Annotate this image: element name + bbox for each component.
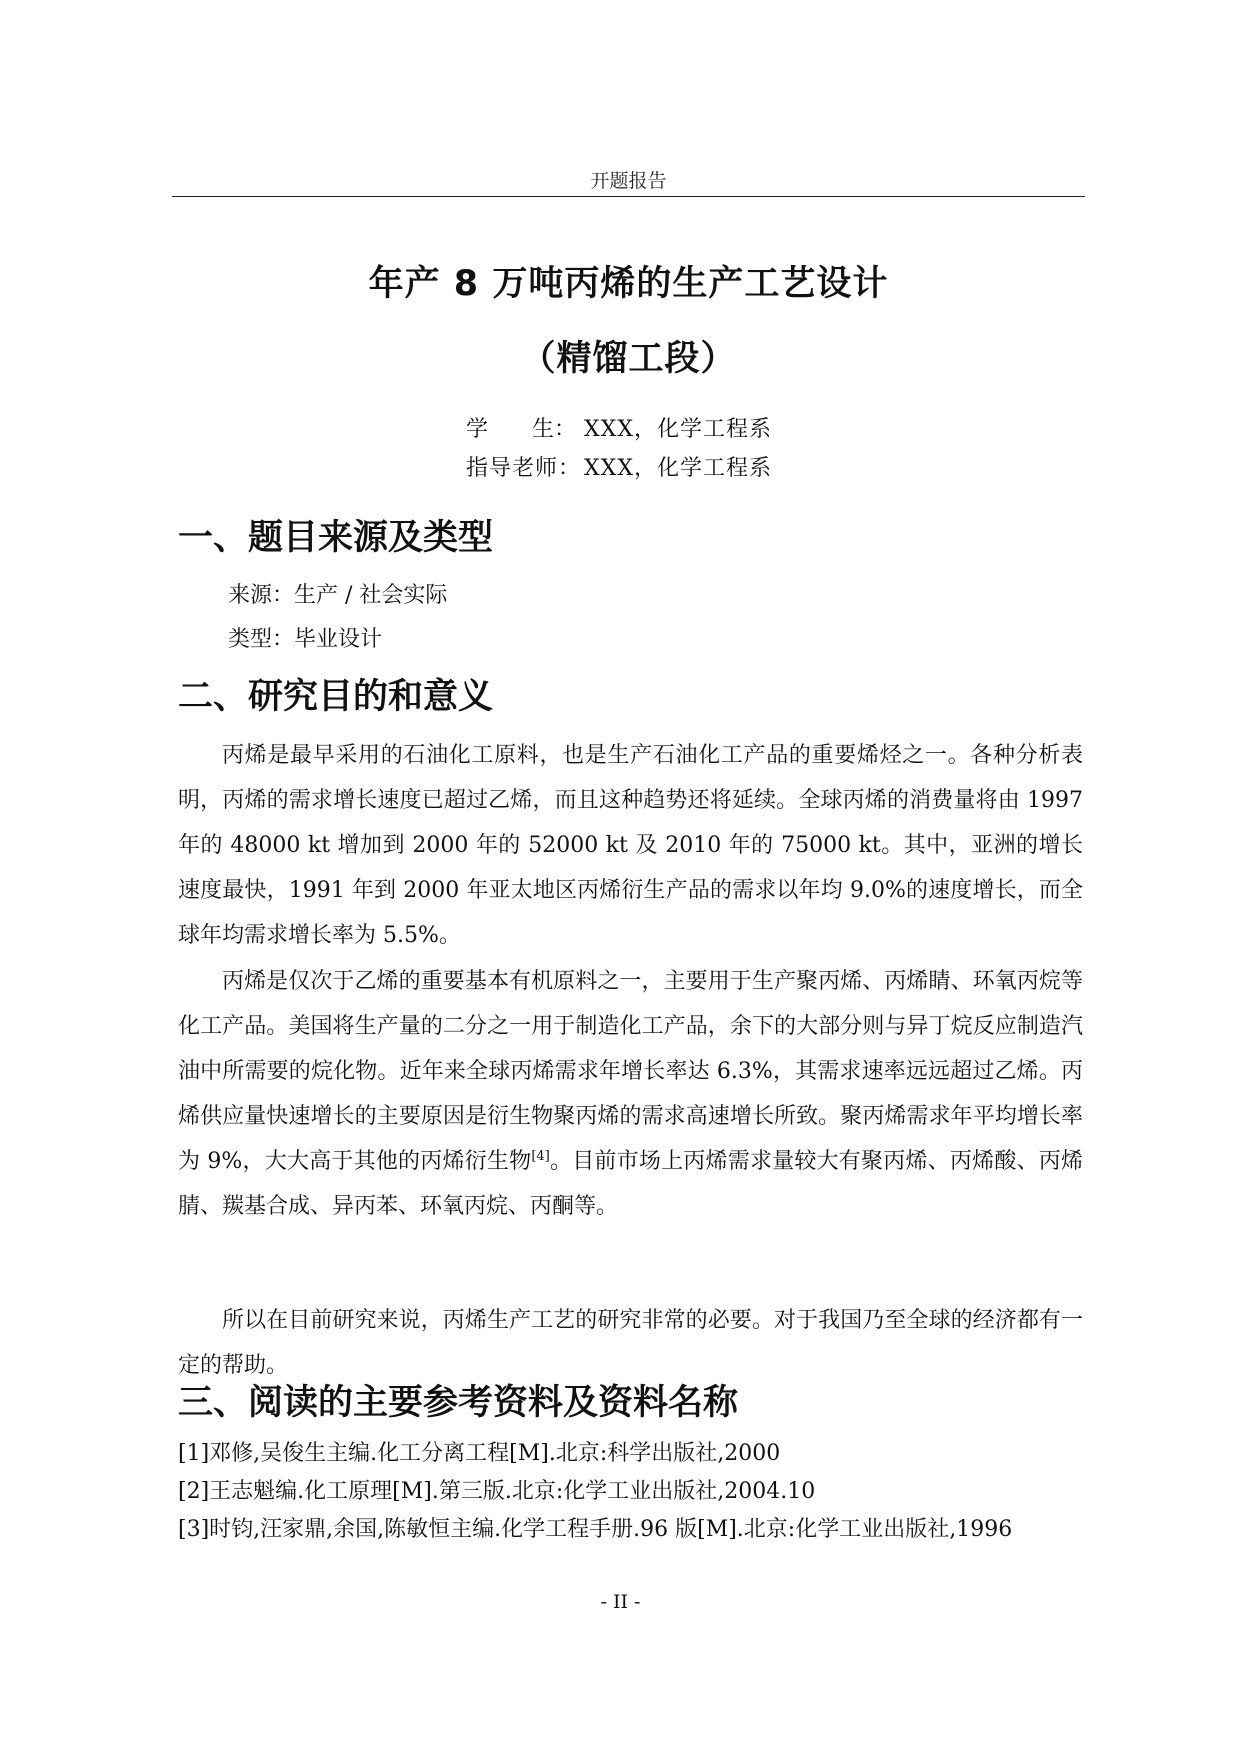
paragraph-2-tail: 。目前市场上丙烯需求量较大有聚丙烯、丙烯酸、丙烯腈、羰基合成、异丙苯、环氧丙烷、丙酮等。 bbox=[178, 1149, 1083, 1219]
section-heading-source: 一、题目来源及类型 bbox=[178, 518, 494, 558]
paragraph-2 bbox=[178, 959, 1083, 1229]
advisor-line bbox=[466, 451, 772, 482]
student-value: XXX，化学工程系 bbox=[584, 417, 772, 442]
reference-item: [1]邓修,吴俊生主编.化工分离工程[M].北京:科学出版社,2000 bbox=[178, 1441, 781, 1466]
document-title: 年产 8 万吨丙烯的生产工艺设计 bbox=[368, 264, 889, 304]
citation-ref: [4] bbox=[531, 1149, 550, 1164]
paragraph-2-text: 丙烯是仅次于乙烯的重要基本有机原料之一，主要用于生产聚丙烯、丙烯睛、环氧丙烷等化工产品。美国将生产量的二分之一用于制造化工产品，余下的大部分则与异丁烷反应制造汽油中所需要的烷化物。近年来全球丙烯需求年增长率达 6.3%，其需求速率远远超过乙烯。丙烯供应量快速增长的主要原因是衍生物聚丙烯的需求高速增长所致。聚丙烯需求年平均增长率为 9%，大大高于其他的丙烯衍生物 bbox=[178, 969, 1083, 1174]
topic-type: 类型：毕业设计 bbox=[228, 627, 383, 652]
paragraph-3: 所以在目前研究来说，丙烯生产工艺的研究非常的必要。对于我国乃至全球的经济都有一定的帮助。 bbox=[178, 1308, 1083, 1378]
student-line bbox=[466, 412, 772, 443]
advisor-label: 指导老师： bbox=[466, 456, 582, 481]
paragraph-1: 丙烯是最早采用的石油化工原料，也是生产石油化工产品的重要烯烃之一。各种分析表明，丙烯的需求增长速度已超过乙烯，而且这种趋势还将延续。全球丙烯的消费量将由 1997 年的 48000 kt 增加到 2000 年的 52000 kt 及 2010 年的 75000 kt。其中，亚洲的增长速度最快，1991 年到 2000 年亚太地区丙烯衍生产品的需求以年均 9.0%的速度增长，而全球年均需求增长率为 5.5%。 bbox=[178, 743, 1083, 948]
document-subtitle: （精馏工段） bbox=[520, 339, 737, 379]
section-heading-references: 三、阅读的主要参考资料及资料名称 bbox=[178, 1383, 739, 1423]
reference-item: [3]时钧,汪家鼎,余国,陈敏恒主编.化学工程手册.96 版[M].北京:化学工业出版社,1996 bbox=[178, 1517, 1013, 1542]
reference-list bbox=[178, 1435, 1012, 1549]
running-header: 开题报告 bbox=[590, 170, 667, 192]
header-rule bbox=[172, 196, 1085, 197]
advisor-value: XXX，化学工程系 bbox=[584, 456, 772, 481]
section-heading-purpose: 二、研究目的和意义 bbox=[178, 677, 494, 717]
topic-source: 来源：生产 / 社会实际 bbox=[228, 583, 448, 608]
reference-item: [2]王志魁编.化工原理[M].第三版.北京:化学工业出版社,2004.10 bbox=[178, 1479, 816, 1504]
student-label: 学 生： bbox=[466, 417, 577, 442]
page-number: - II - bbox=[600, 1591, 641, 1613]
